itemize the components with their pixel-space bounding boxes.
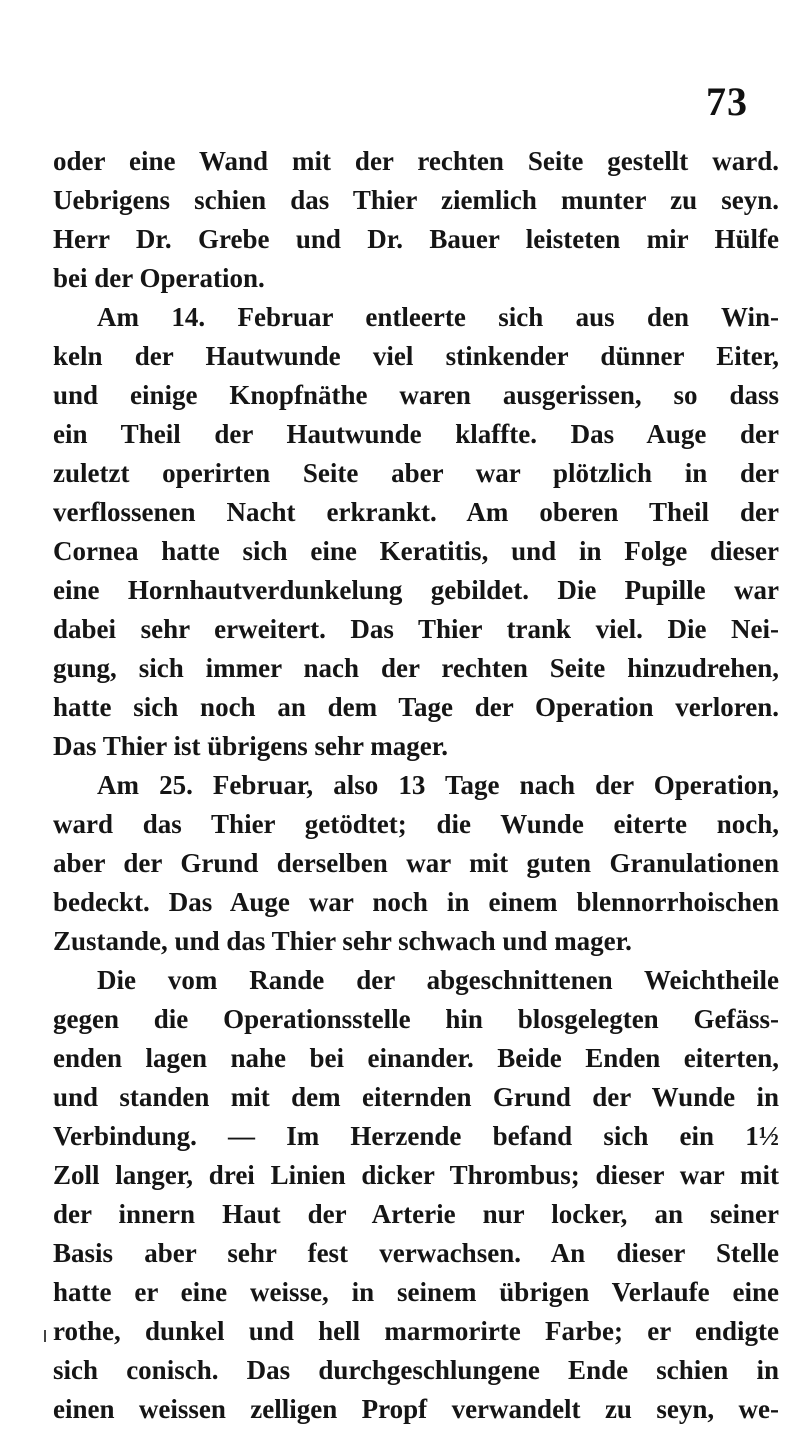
text-line: Zustande, und das Thier sehr schwach und mager. [53,926,632,956]
text-line: Cornea hatte sich eine Keratitis, und in Folge dieser [53,536,779,566]
text-line: enden lagen nahe bei einander. Beide Enden eiterten, [53,1043,779,1073]
text-line: Am 14. Februar entleerte sich aus den Win- [97,302,779,332]
scan-edge-mark [44,1330,46,1342]
text-line: keln der Hautwunde viel stinkender dünner Eiter, [53,341,779,371]
text-line: Basis aber sehr fest verwachsen. An dieser Stelle [53,1238,779,1268]
text-line: rothe, dunkel und hell marmorirte Farbe; er endigte [53,1316,779,1346]
text-line: hatte sich noch an dem Tage der Operation verloren. [53,692,779,722]
text-line: bedeckt. Das Auge war noch in einem blennorrhoischen [53,887,779,917]
text-line: gegen die Operationsstelle hin blosgelegten Gefäss- [53,1004,779,1034]
text-line: und einige Knopfnäthe waren ausgerissen, so dass [53,380,779,410]
body-text [53,142,779,1429]
text-line: der innern Haut der Arterie nur locker, an seiner [53,1199,779,1229]
text-line: Herr Dr. Grebe und Dr. Bauer leisteten mir Hülfe [53,224,779,254]
text-line: ward das Thier getödtet; die Wunde eiterte noch, [53,809,779,839]
text-line: gung, sich immer nach der rechten Seite hinzudrehen, [53,653,779,683]
text-line: aber der Grund derselben war mit guten Granulationen [53,848,779,878]
text-line: zuletzt operirten Seite aber war plötzlich in der [53,458,779,488]
text-line: Die vom Rande der abgeschnittenen Weichtheile [97,965,779,995]
text-line: bei der Operation. [53,263,265,293]
text-line: Verbindung. — Im Herzende befand sich ein 1½ [53,1121,779,1151]
text-line: Am 25. Februar, also 13 Tage nach der Operation, [97,770,779,800]
text-line: verflossenen Nacht erkrankt. Am oberen Theil der [53,497,779,527]
text-line: und standen mit dem eiternden Grund der Wunde in [53,1082,779,1112]
text-line: Zoll langer, drei Linien dicker Thrombus; dieser war mit [53,1160,779,1190]
text-line: eine Hornhautverdunkelung gebildet. Die Pupille war [53,575,779,605]
text-line: ein Theil der Hautwunde klaffte. Das Auge der [53,419,779,449]
text-line: Uebrigens schien das Thier ziemlich munter zu seyn. [53,185,779,215]
text-line: dabei sehr erweitert. Das Thier trank viel. Die Nei- [53,614,779,644]
page-number: 73 [706,79,748,124]
text-line: sich conisch. Das durchgeschlungene Ende schien in [53,1355,779,1385]
text-line: hatte er eine weisse, in seinem übrigen Verlaufe eine [53,1277,779,1307]
text-line: oder eine Wand mit der rechten Seite gestellt ward. [53,146,779,176]
text-line: Das Thier ist übrigens sehr mager. [53,731,449,761]
text-line: einen weissen zelligen Propf verwandelt zu seyn, we- [53,1394,779,1424]
